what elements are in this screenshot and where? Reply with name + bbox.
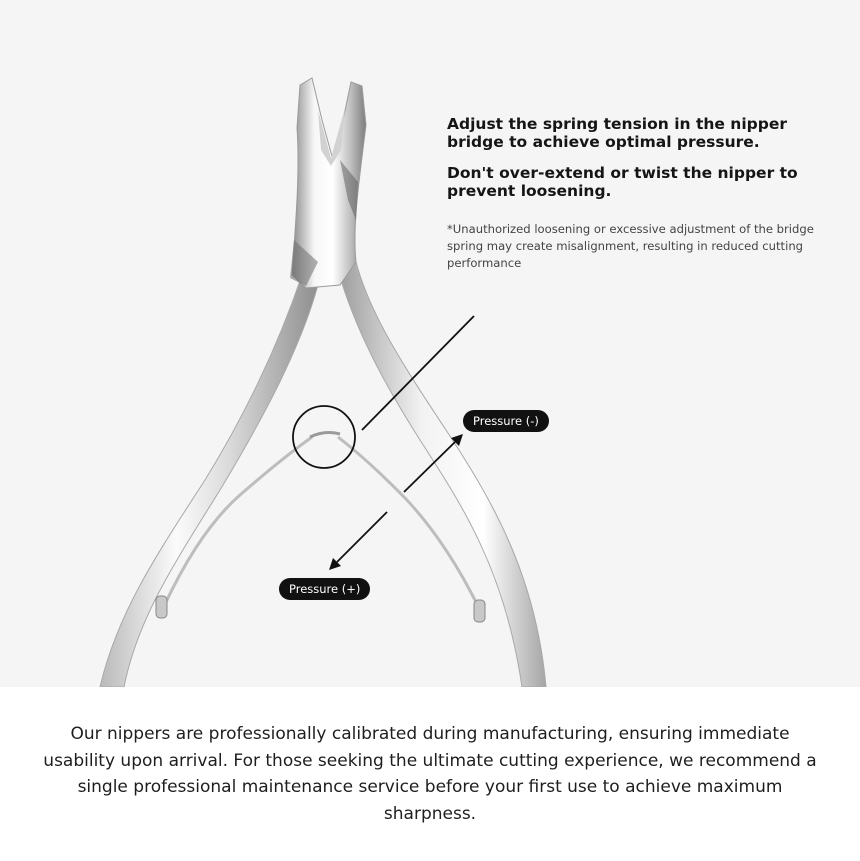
right-handle <box>338 262 546 687</box>
spring-tension-headline: Adjust the spring tension in the nipper bridge to achieve optimal pressure. <box>447 115 787 151</box>
rivet-right <box>474 600 485 622</box>
arrow-pressure-plus <box>337 512 387 562</box>
spring-loop <box>310 433 340 437</box>
calibration-caption: Our nippers are professionally calibrated during manufacturing, ensuring immediate usability upon arrival. For those seeking the ultimate cutting experience, we recommend a single professional maintenance service before your first use to achieve maximum sharpness. <box>43 724 817 824</box>
rivet-left <box>156 596 167 618</box>
over-extend-warning: Don't over-extend or twist the nipper to prevent loosening. <box>447 164 798 200</box>
pressure-plus-label: Pressure (+) <box>279 578 370 600</box>
spring-callout-circle <box>293 406 355 468</box>
left-handle <box>100 275 318 687</box>
pressure-minus-label: Pressure (-) <box>463 410 549 432</box>
disclaimer-footnote: *Unauthorized loosening or excessive adjustment of the bridge spring may create misalignment, resulting in reduced cutting performance <box>447 222 814 270</box>
